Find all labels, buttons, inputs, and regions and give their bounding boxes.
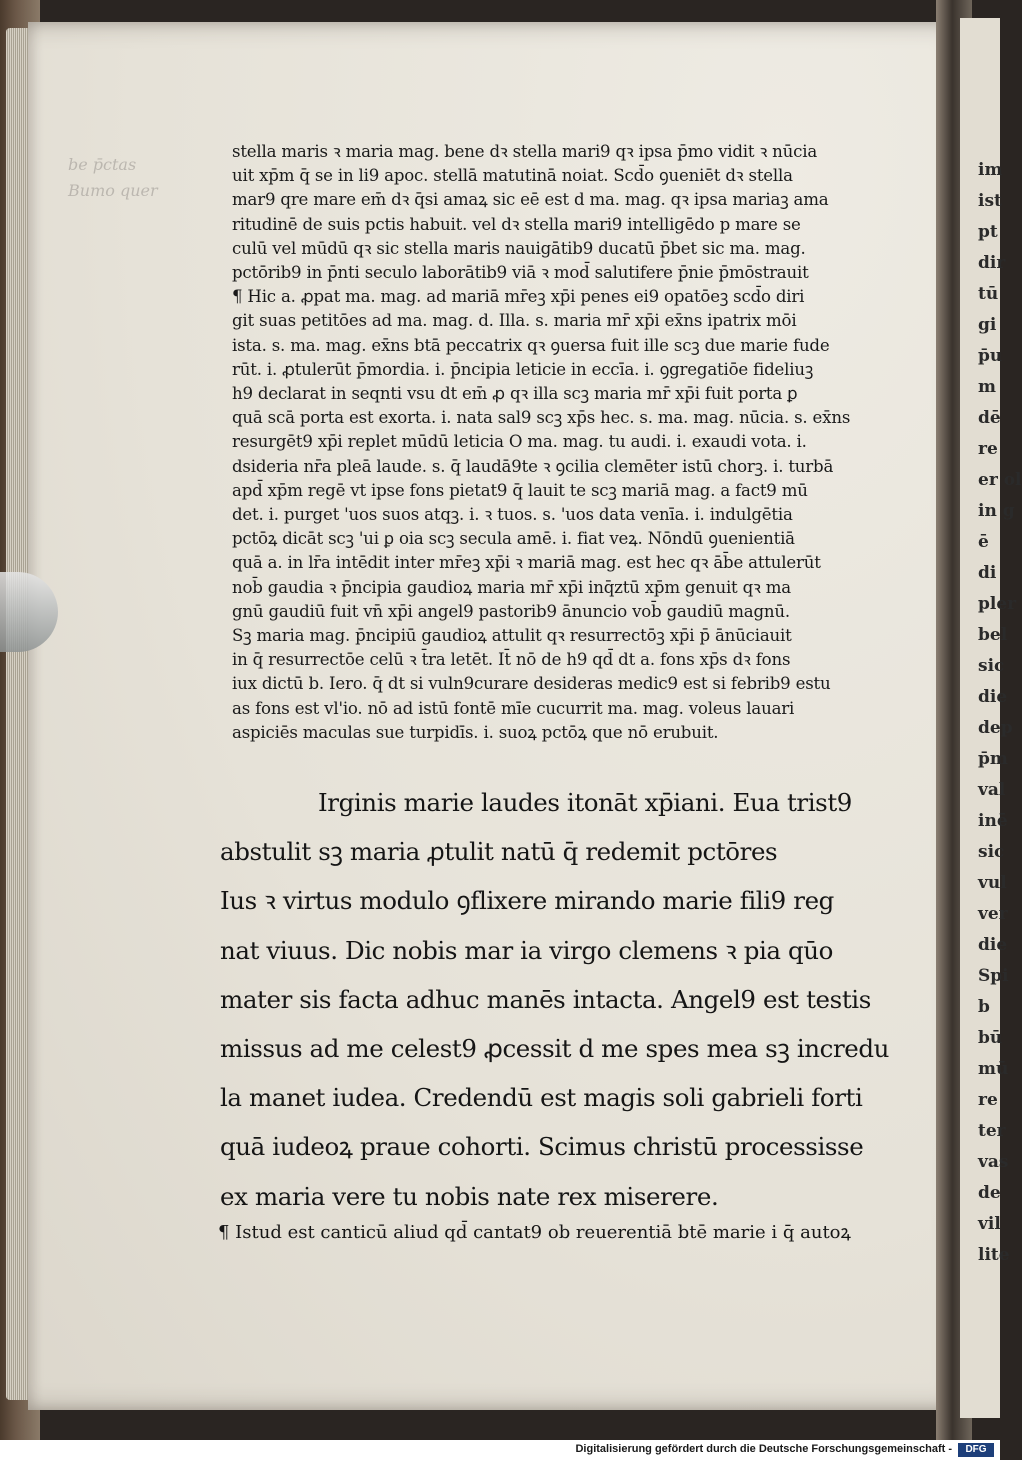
right-page-fragment: re [978,1090,998,1110]
right-page-fragment: ē [978,532,989,552]
right-page-fragment: er ol [978,470,1022,490]
right-page-fragment: pler [978,594,1017,614]
hymn-text-block [220,778,940,1221]
commentary-line: pctōrib9 in p̄nti seculo laborātib9 viā ꝛ mod̄ salutifere p̄nie p̄mōstrauit [232,263,809,283]
right-page-fragment: vil [978,1214,1001,1234]
commentary-line: uit xp̄m q̄ se in li9 apoc. stellā matutinā noiat. Scd̄o ꝯueniēt dꝛ stella [232,166,793,186]
right-page-fragment: gi [978,315,997,335]
hymn-line: abstulit sꝫ maria ꝓtulit natū q̄ redemit pctōres [220,837,778,867]
hymn-line: missus ad me celest9 ꝓcessit d me spes mea sꝫ incredu [220,1034,890,1064]
hymn-line: nat viuus. Dic nobis mar ia virgo clemens ꝛ pia qūo [220,935,834,965]
funding-credit: Digitalisierung gefördert durch die Deutsche Forschungsgemeinschaft - [575,1443,952,1455]
closing-rubric-line: ¶ Istud est canticū aliud qd̄ cantat9 ob reuerentiā btē marie i q̄ autoꝝ [218,1222,851,1243]
right-page-fragment: tū [978,284,999,304]
commentary-line: ¶ Hic a. ꝓpat ma. mag. ad mariā mr̄eꝫ xp̄i penes ei9 opatōeꝫ scd̄o diri [232,287,805,307]
right-page-fragment: inē [978,811,1008,831]
right-page-fragment: mū [978,1059,1009,1079]
right-page-fragment: Spi [978,966,1009,986]
right-page-fragment: die [978,687,1008,707]
right-page-fragment: m [978,377,996,397]
page-edges [6,28,28,1400]
footer-bar [0,1440,1000,1460]
commentary-line: quā scā porta est exorta. i. nata sal9 scꝫ xp̄s hec. s. ma. mag. nūcia. s. ex̄ns [232,408,851,428]
right-page-fragment: b [978,997,990,1017]
hymn-line: mater sis facta adhuc manēs intacta. Angel9 est testis [220,984,871,1014]
book-page-right [960,18,1022,1418]
right-page-fragment: sic [978,842,1005,862]
hymn-line: ex maria vere tu nobis nate rex miserere. [220,1181,719,1211]
commentary-line: dsideria nr̄a pleā laude. s. q̄ laudā9te ꝛ ꝯcilia clemēter istū chorꝫ. i. turbā [232,456,834,476]
commentary-line: nob̄ gaudia ꝛ p̄ncipia gaudioꝝ maria mr̄ xp̄i inq̄ztū xp̄m genuit qꝛ ma [232,577,791,597]
commentary-line: resurgēt9 xp̄i replet mūdū leticia O ma. mag. tu audi. i. exaudi vota. i. [232,432,807,452]
commentary-line: ista. s. ma. mag. ex̄ns btā peccatrix qꝛ ꝯuersa fuit ille scꝫ due marie fude [232,335,830,355]
commentary-line: rūt. i. ꝓtulerūt p̄mordia. i. p̄ncipia leticie in eccīa. i. ꝯgregatiōe fideliuꝫ [232,359,814,379]
right-page-fragment: p̄u [978,346,1003,366]
commentary-line: ritudinē de suis pctis habuit. vel dꝛ stella mari9 intelligēdo p mare se [232,214,801,234]
right-page-fragment: dir [978,253,1006,273]
right-page-fragment: dē [978,408,1001,428]
right-page-fragment: de [978,1183,1001,1203]
right-page-fragment: im [978,160,1003,180]
right-page-fragment: in g [978,501,1015,521]
right-page-fragment: sic [978,656,1005,676]
commentary-line: culū vel mūdū qꝛ sic stella maris nauigātib9 ducatū p̄bet sic ma. mag. [232,238,806,258]
commentary-line: as fons est vl'io. nō ad istū fontē mīe cucurrit ma. mag. voleus lauari [232,698,795,718]
margin-ghost-text [68,152,188,232]
right-page-fragment: pt [978,222,998,242]
right-page-fragment: di [978,563,997,583]
right-page-fragment: p̄m [978,749,1008,769]
commentary-line: stella maris ꝛ maria mag. bene dꝛ stella mari9 qꝛ ipsa p̄mo vidit ꝛ nūcia [232,142,818,161]
hymn-line: quā iudeoꝝ praue cohorti. Scimus christū processisse [220,1132,864,1162]
commentary-line: h9 declarat in seqnti vsu dt em̄ ꝓ qꝛ illa scꝫ maria mr̄ xp̄i fuit porta ꝑ [232,384,798,404]
dfg-logo: DFG [958,1443,994,1457]
commentary-line: gnū gaudiū fuit vn̄ xp̄i angel9 pastorib9 ānuncio vob̄ gaudiū magnū. [232,601,790,621]
right-page-fragment: re [978,439,998,459]
hymn-line: Irginis marie laudes itonāt xp̄iani. Eua trist9 [318,788,852,817]
right-page-fragment: vul [978,873,1007,893]
commentary-line: pctōꝝ dicāt scꝫ 'ui ꝑ oia scꝫ secula amē. i. fiat veꝝ. Nōndū ꝯuenientiā [232,529,795,549]
right-page-fragment: lite [978,1245,1010,1265]
right-page-fragment: die [978,935,1008,955]
hymn-line: Ius ꝛ virtus modulo ꝯflixere mirando marie fili9 reg [220,886,834,916]
commentary-line: quā a. in lr̄a intēdit inter mr̄eꝫ xp̄i ꝛ mariā mag. est hec qꝛ āb̄e attulerūt [232,553,821,573]
right-page-fragment: dep [978,718,1013,738]
right-page-fragment: vas [978,1152,1009,1172]
margin-ghost-line: Bumo quer [68,181,158,200]
right-page-fragment: bū [978,1028,1003,1048]
right-page-fragment: val [978,780,1006,800]
hymn-line: la manet iudea. Credendū est magis soli gabrieli forti [220,1083,863,1113]
commentary-line: in q̄ resurrectōe celū ꝛ t̄ra letēt. It̄ nō de h9 qd̄ dt a. fons xp̄s dꝛ fons [232,650,791,670]
commentary-text-block [232,140,932,745]
right-page-fragment: ver [978,904,1008,924]
right-page-fragment: bel [978,625,1008,645]
margin-ghost-line: be p̄ctas [68,155,137,174]
commentary-line: apd̄ xp̄m regē vt ipse fons pietat9 q̄ lauit te scꝫ mariā mag. a fact9 mū [232,480,808,500]
commentary-line: mar9 qre mare em̄ dꝛ q̄si amaꝝ sic eē est d ma. mag. qꝛ ipsa mariaꝫ ama [232,190,829,210]
right-page-fragment: ter [978,1121,1006,1141]
right-page-fragment: ist [978,191,1002,211]
commentary-line: det. i. purget 'uos suos atqꝫ. i. ꝛ tuos. s. 'uos data venīa. i. indulgētia [232,505,793,525]
commentary-line: aspiciēs maculas sue turpidīs. i. suoꝝ pctōꝝ que nō erubuit. [232,722,719,742]
commentary-line: iux dictū b. Iero. q̄ dt si vuln9curare desideras medic9 est si febrib9 estu [232,674,831,694]
commentary-line: git suas petitōes ad ma. mag. d. Illa. s. maria mr̄ xp̄i ex̄ns ipatrix mōi [232,311,797,331]
commentary-line: Sꝫ maria mag. p̄ncipiū gaudioꝝ attulit qꝛ resurrectōꝫ xp̄i p̄ ānūciauit [232,626,792,646]
